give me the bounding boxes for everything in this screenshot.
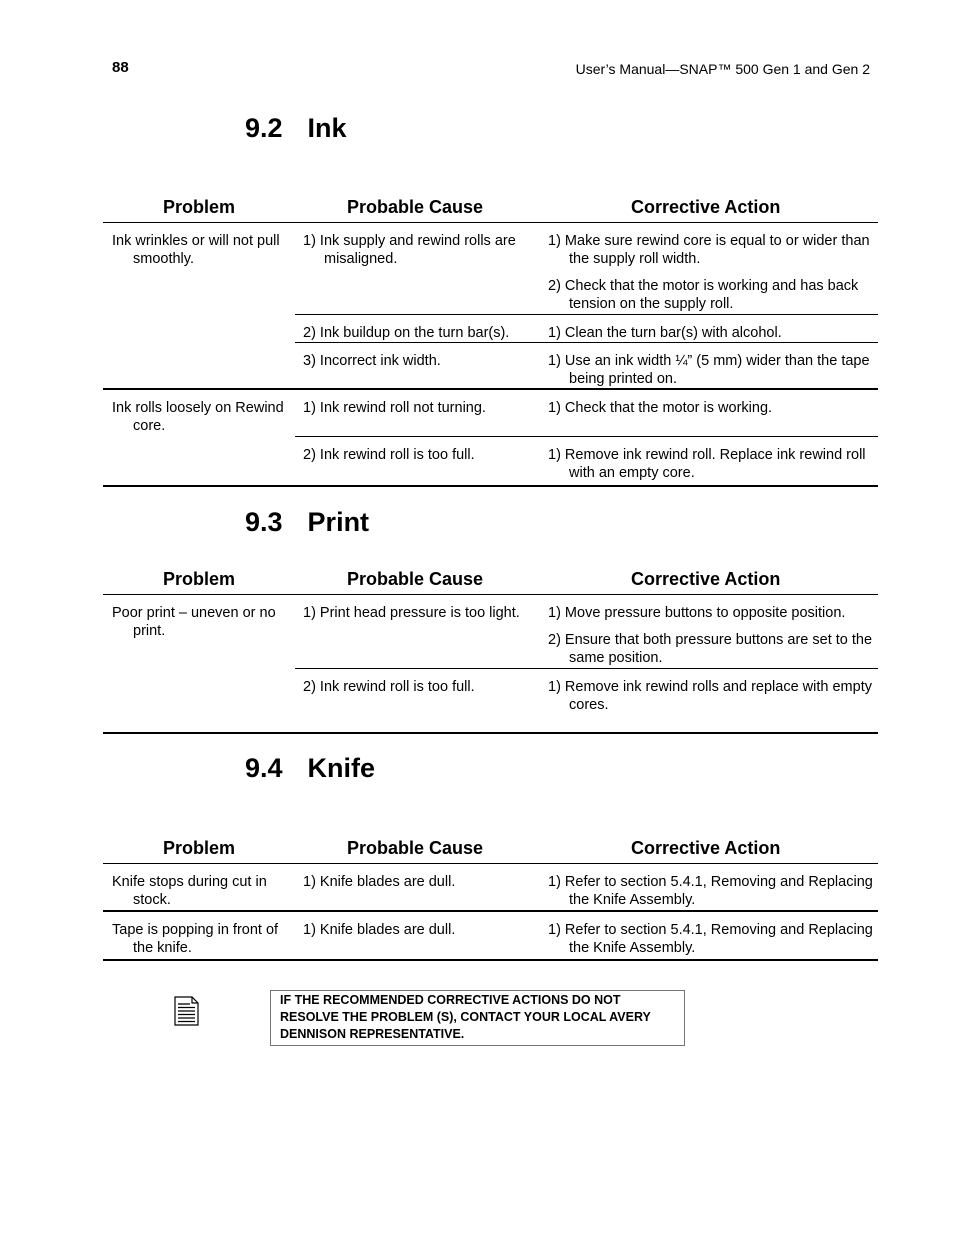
running-header: User’s Manual—SNAP™ 500 Gen 1 and Gen 2 — [575, 61, 870, 77]
problem-cell: Tape is popping in front of the knife. — [103, 911, 295, 958]
action-cell — [542, 223, 878, 315]
action-cell — [542, 864, 878, 911]
table-bottom-rule — [103, 959, 878, 961]
column-header-action: Corrective Action — [542, 568, 878, 595]
table-row — [103, 389, 878, 436]
section-number: 9.3 — [245, 507, 283, 537]
cause-cell: 1) Knife blades are dull. — [295, 911, 542, 958]
table-row — [103, 864, 878, 911]
page-number: 88 — [112, 59, 129, 76]
note-box: IF THE RECOMMENDED CORRECTIVE ACTIONS DO NOT RESOLVE THE PROBLEM (S), CONTACT YOUR LOCAL AVERY DENNISON REPRESENTATIVE. — [270, 990, 685, 1046]
section-heading-knife — [245, 753, 375, 784]
action-item: 1) Refer to section 5.4.1, Removing and Replacing the Knife Assembly. — [548, 874, 873, 908]
cause-cell: 1) Ink supply and rewind rolls are misaligned. — [303, 233, 516, 267]
note-document-icon — [174, 996, 199, 1031]
action-item: 1) Remove ink rewind roll. Replace ink rewind roll with an empty core. — [548, 446, 866, 481]
cause-cell: 1) Knife blades are dull. — [303, 874, 456, 890]
action-item: 2) Ensure that both pressure buttons are set to the same position. — [548, 632, 873, 666]
problem-cell: Knife stops during cut in stock. — [112, 874, 267, 908]
action-item: 2) Check that the motor is working and has back tension on the supply roll. — [548, 278, 859, 312]
problem-cell: Poor print – uneven or no print. — [112, 605, 276, 639]
action-item: 1) Check that the motor is working. — [548, 400, 773, 416]
action-cell — [542, 343, 878, 390]
action-cell — [542, 595, 878, 669]
column-header-action: Corrective Action — [542, 837, 878, 864]
column-header-cause: Probable Cause — [295, 837, 542, 864]
action-item: 1) Move pressure buttons to opposite position. — [548, 605, 846, 621]
table-bottom-rule — [103, 485, 878, 487]
table-row — [103, 595, 878, 669]
table-row — [103, 223, 878, 315]
print-troubleshooting-table — [103, 568, 878, 731]
knife-troubleshooting-table — [103, 837, 878, 958]
action-cell — [542, 315, 878, 343]
section-number: 9.2 — [245, 113, 283, 143]
action-item: 1) Refer to section 5.4.1, Removing and Replacing the Knife Assembly. — [548, 921, 873, 956]
problem-cell: Ink wrinkles or will not pull smoothly. — [112, 233, 280, 267]
ink-troubleshooting-table — [103, 196, 878, 482]
section-title: Ink — [307, 113, 347, 143]
column-header-action: Corrective Action — [542, 196, 878, 223]
section-heading-ink — [245, 113, 347, 144]
cause-cell: 3) Incorrect ink width. — [295, 343, 542, 390]
cause-cell: 1) Print head pressure is too light. — [303, 605, 520, 621]
column-header-problem: Problem — [103, 837, 295, 864]
table-row — [103, 911, 878, 958]
action-item: 1) Remove ink rewind rolls and replace with empty cores. — [548, 679, 872, 713]
table-bottom-rule — [103, 732, 878, 734]
section-title: Knife — [307, 753, 376, 783]
section-heading-print — [245, 507, 369, 538]
section-number: 9.4 — [245, 753, 283, 783]
cause-cell: 1) Ink rewind roll not turning. — [295, 389, 542, 436]
action-cell — [542, 436, 878, 482]
action-cell — [542, 669, 878, 731]
action-cell — [542, 911, 878, 958]
column-header-problem: Problem — [103, 568, 295, 595]
action-item: 1) Use an ink width ¼” (5 mm) wider than the tape being printed on. — [548, 353, 870, 387]
action-cell — [542, 389, 878, 436]
column-header-problem: Problem — [103, 196, 295, 223]
cause-cell: 2) Ink buildup on the turn bar(s). — [295, 315, 542, 343]
column-header-cause: Probable Cause — [295, 568, 542, 595]
problem-cell: Ink rolls loosely on Rewind core. — [103, 389, 295, 482]
section-title: Print — [307, 507, 370, 537]
action-item: 1) Make sure rewind core is equal to or wider than the supply roll width. — [548, 233, 870, 267]
action-item: 1) Clean the turn bar(s) with alcohol. — [548, 325, 782, 341]
column-header-cause: Probable Cause — [295, 196, 542, 223]
cause-cell: 2) Ink rewind roll is too full. — [295, 669, 542, 731]
cause-cell: 2) Ink rewind roll is too full. — [295, 436, 542, 482]
